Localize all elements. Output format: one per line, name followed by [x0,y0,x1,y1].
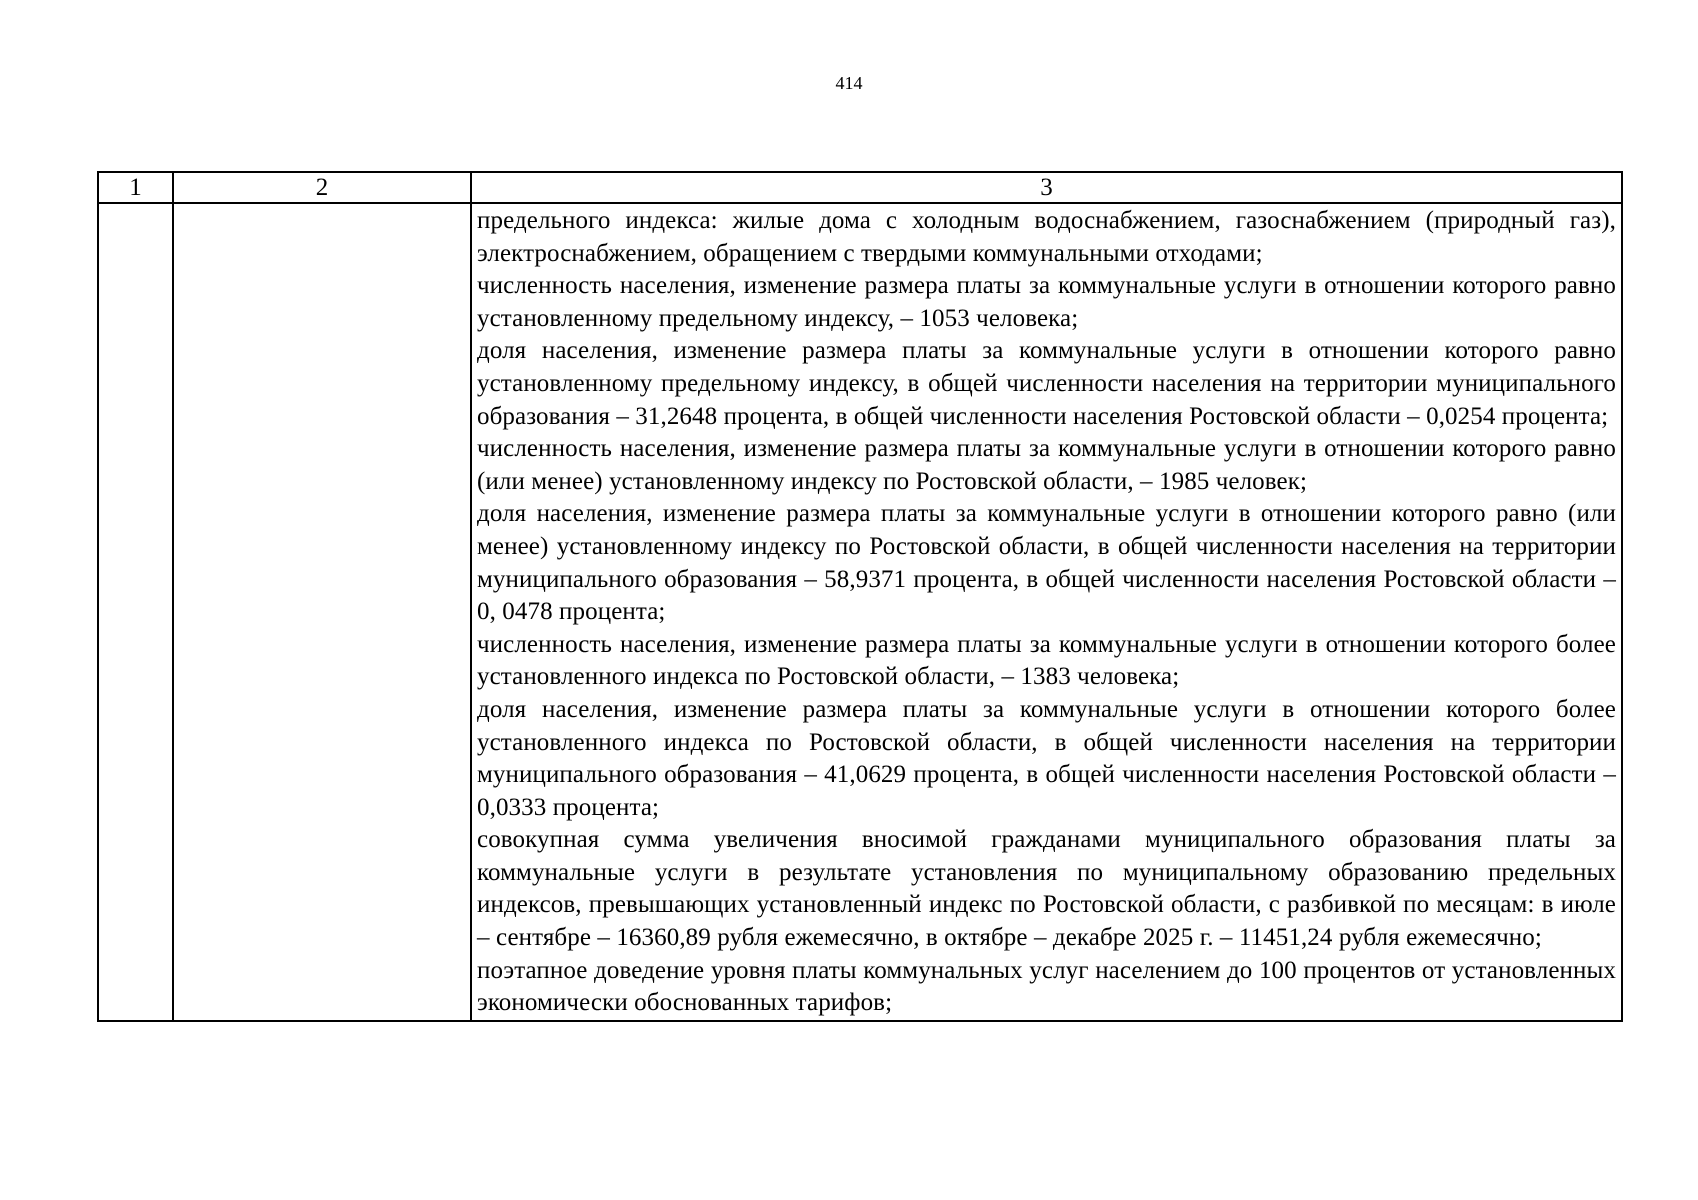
header-cell-1: 1 [98,172,173,203]
paragraph: совокупная сумма увеличения вносимой гражданами муниципального образования платы за коммунальные услуги в результате установления по муниципальному образованию предельных индексов, превышающих установленный индекс по Ростовской области, с разбивкой по месяцам: в июле – сентябре – 16360,89 рубля ежемесячно, в октябре – декабре 2025 г. – 11451,24 рубля ежемесячно; [477,826,1616,952]
paragraph: доля населения, изменение размера платы за коммунальные услуги в отношении которого равно (или менее) установленному индексу по Ростовской области, в общей численности населения на территории муниципального образования – 58,9371 процента, в общей численности населения Ростовской области – 0, 0478 процента; [477,500,1616,626]
header-cell-2: 2 [173,172,471,203]
table-header-row [98,172,1622,203]
cell-col-1 [98,203,173,1021]
table-row [98,203,1622,1021]
paragraph: численность населения, изменение размера платы за коммунальные услуги в отношении которого равно установленному предельному индексу, – 1053 человека; [477,272,1616,332]
document-table [97,171,1623,1022]
paragraph: численность населения, изменение размера платы за коммунальные услуги в отношении которого более установленного индекса по Ростовской области, – 1383 человека; [477,630,1616,691]
paragraph: численность населения, изменение размера платы за коммунальные услуги в отношении которого равно (или менее) установленному индексу по Ростовской области, – 1985 человек; [477,435,1616,495]
paragraph: доля населения, изменение размера платы за коммунальные услуги в отношении которого более установленного индекса по Ростовской области, в общей численности населения на территории муниципального образования – 41,0629 процента, в общей численности населения Ростовской области – 0,0333 процента; [477,695,1616,821]
paragraph: предельного индекса: жилые дома с холодным водоснабжением, газоснабжением (природный газ), электроснабжением, обращением с твердыми коммунальными отходами; [477,207,1616,267]
page-number: 414 [835,73,863,93]
paragraph: поэтапное доведение уровня платы коммунальных услуг населением до 100 процентов от установленных экономически обоснованных тарифов; [477,956,1616,1017]
cell-col-3 [471,203,1622,1021]
header-cell-3: 3 [471,172,1622,203]
cell-col-2 [173,203,471,1021]
paragraph: доля населения, изменение размера платы за коммунальные услуги в отношении которого равно установленному предельному индексу, в общей численности населения на территории муниципального образования – 31,2648 процента, в общей численности населения Ростовской области – 0,0254 процента; [477,337,1616,430]
